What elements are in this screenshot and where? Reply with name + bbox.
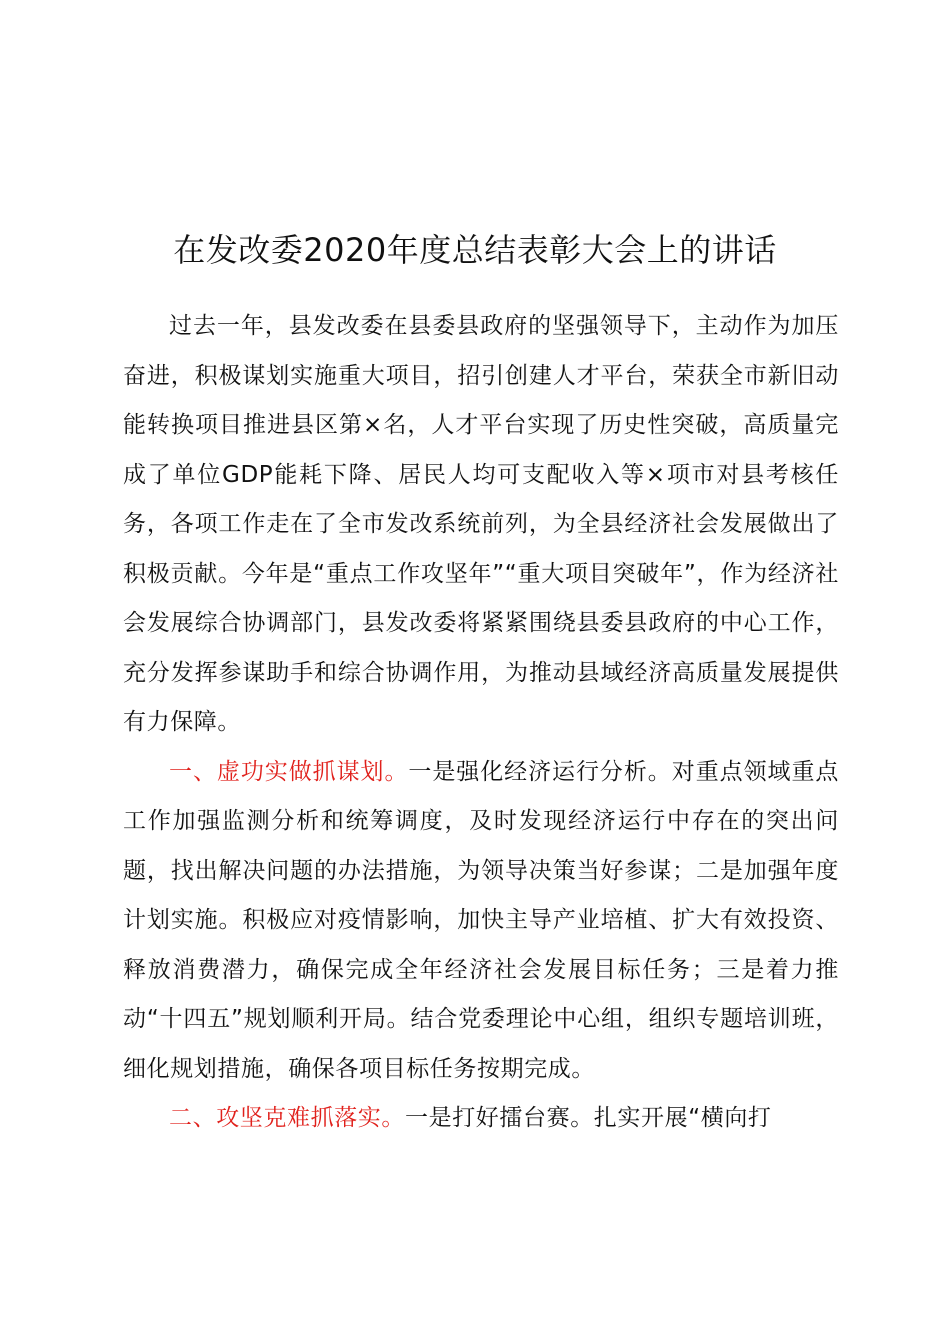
paragraph-section-2 <box>123 1094 839 1144</box>
paragraph-text: 过去一年，县发改委在县委县政府的坚强领导下，主动作为加压奋进，积极谋划实施重大项目，招引创建人才平台，荣获全市新旧动能转换项目推进县区第×名，人才平台实现了历史性突破，高质量完成了单位GDP能耗下降、居民人均可支配收入等×项市对县考核任务，各项工作走在了全市发改系统前列，为全县经济社会发展做出了积极贡献。今年是“重点工作攻坚年”“重大项目突破年”，作为经济社会发展综合协调部门，县发改委将紧紧围绕县委县政府的中心工作，充分发挥参谋助手和综合协调作用，为推动县域经济高质量发展提供有力保障。 <box>123 313 839 735</box>
paragraph-intro <box>123 302 839 748</box>
paragraph-text: 一是强化经济运行分析。对重点领域重点工作加强监测分析和统筹调度，及时发现经济运行中存在的突出问题，找出解决问题的办法措施，为领导决策当好参谋；二是加强年度计划实施。积极应对疫情影响，加快主导产业培植、扩大有效投资、释放消费潜力，确保完成全年经济社会发展目标任务；三是着力推动“十四五”规划顺利开局。结合党委理论中心组，组织专题培训班，细化规划措施，确保各项目标任务按期完成。 <box>123 758 839 1082</box>
section-heading-2: 二、攻坚克难抓落实。 <box>169 1105 405 1131</box>
document-title: 在发改委2020年度总结表彰大会上的讲话 <box>173 231 777 269</box>
document-body <box>123 302 839 1144</box>
paragraph-text: 一是打好擂台赛。扎实开展“横向打 <box>405 1105 772 1131</box>
paragraph-section-1 <box>123 748 839 1095</box>
section-heading-1: 一、虚功实做抓谋划。 <box>169 758 409 785</box>
